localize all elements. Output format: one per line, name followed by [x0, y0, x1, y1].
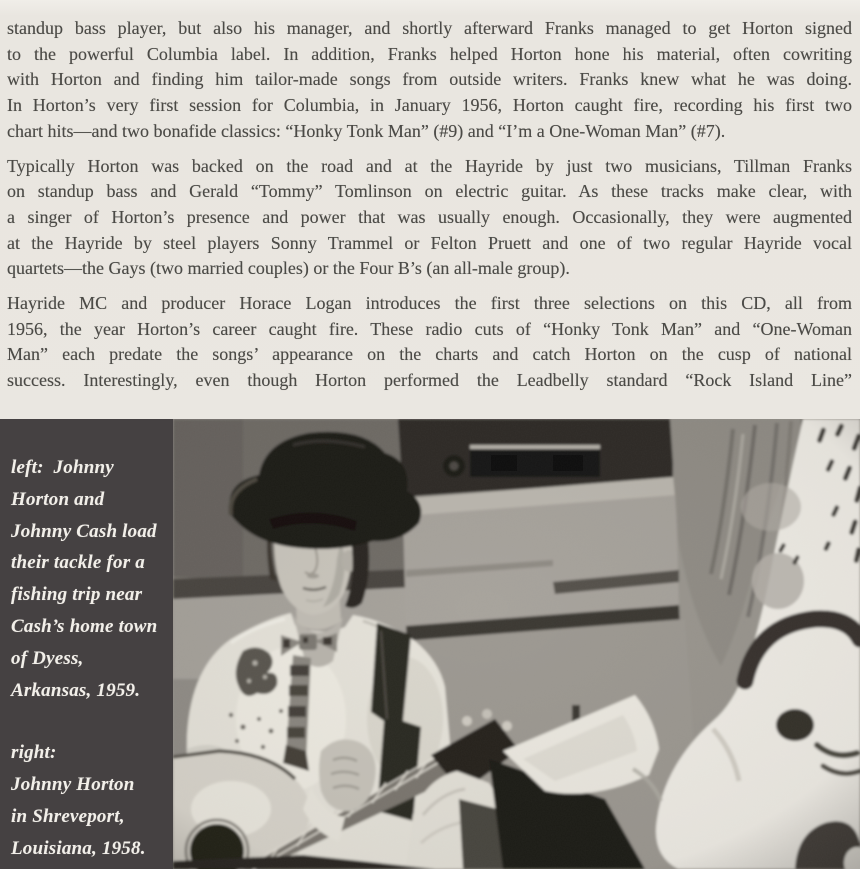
caption-line: Johnny Horton: [11, 774, 135, 796]
paragraph-line: to the powerful Columbia label. In addition, Franks helped Horton hone his material, often cowriting: [7, 43, 852, 64]
paragraph-line: Man” each predate the songs’ appearance on the charts and catch Horton on the cusp of national: [7, 344, 852, 365]
paragraph-1: [7, 16, 852, 145]
paragraph-line: standup bass player, but also his manager, and shortly afterward Franks managed to get Horton signed: [7, 18, 852, 38]
paragraph-line: quartets—the Gays (two married couples) or the Four B’s (an all-male group).: [7, 258, 570, 279]
caption-line: left: Johnny: [11, 457, 114, 478]
caption-line: Horton and: [11, 488, 105, 510]
paragraph-line: at the Hayride by steel players Sonny Trammel or Felton Pruett and one of two regular Hayride vocal: [7, 232, 852, 253]
paragraph-line: a singer of Horton’s presence and power that was usually enough. Occasionally, they were augmented: [7, 206, 852, 227]
liner-notes-text: [7, 16, 852, 394]
paragraph-line: chart hits—and two bonafide classics: “Honky Tonk Man” (#9) and “I’m a One-Woman Man” (#7).: [7, 120, 726, 141]
paragraph-line: Typically Horton was backed on the road and at the Hayride by just two musicians, Tillman Franks: [7, 155, 852, 176]
caption-line: of Dyess,: [11, 647, 84, 669]
paragraph-line: on standup bass and Gerald “Tommy” Tomlinson on electric guitar. As these tracks make clear, with: [7, 181, 852, 202]
caption-line: Johnny Cash load: [11, 520, 157, 542]
paragraph-line: Hayride MC and producer Horace Logan introduces the first three selections on this CD, all from: [7, 293, 852, 314]
paragraph-2: [7, 154, 852, 283]
johnny-horton-photo: [173, 419, 860, 869]
caption-line: right:: [11, 742, 57, 764]
caption-line: Cash’s home town: [11, 615, 158, 637]
film-grain: [173, 419, 860, 869]
caption-left-block: [11, 452, 169, 706]
caption-right-block: [11, 737, 169, 864]
caption-line: in Shreveport,: [11, 805, 125, 827]
caption-line: fishing trip near: [11, 584, 143, 606]
paragraph-line: In Horton’s very first session for Columbia, in January 1956, Horton caught fire, recording his first two: [7, 95, 852, 116]
paragraph-line: success. Interestingly, even though Horton performed the Leadbelly standard “Rock Island Line”: [7, 370, 852, 391]
photo-caption: [0, 419, 173, 869]
caption-line: Louisiana, 1958.: [11, 837, 146, 859]
paragraph-3: [7, 291, 852, 394]
paragraph-line: 1956, the year Horton’s career caught fire. These radio cuts of “Honky Tonk Man” and “One-Woman: [7, 318, 852, 339]
paragraph-line: with Horton and finding him tailor-made songs from outside writers. Franks knew what he was doing.: [7, 69, 852, 90]
caption-line: Arkansas, 1959.: [11, 679, 141, 701]
caption-line: their tackle for a: [11, 552, 145, 574]
